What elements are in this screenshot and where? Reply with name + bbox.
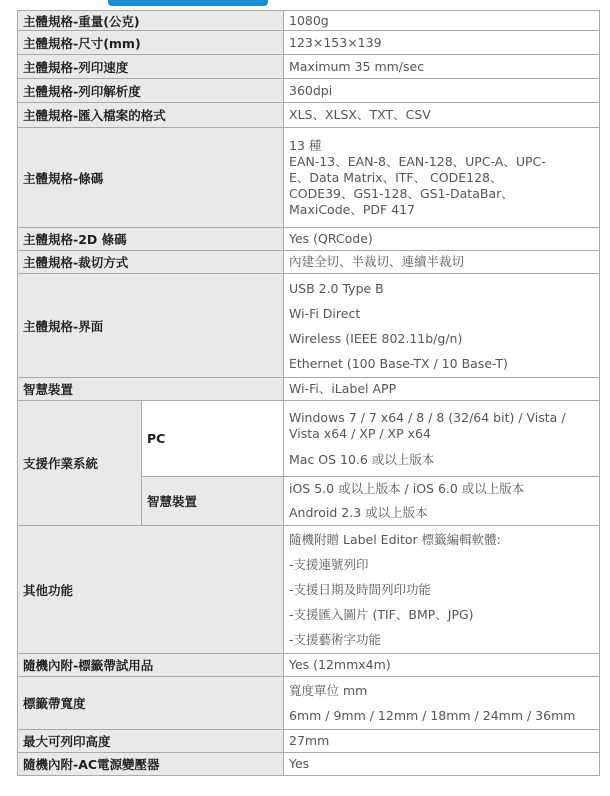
spec-key: 主體規格-尺寸(mm): [18, 31, 284, 55]
spec-row-ac-adapter: [18, 753, 600, 776]
spec-row-tape-width: [18, 677, 600, 730]
spec-table: [17, 10, 600, 776]
spec-value: 123×153×139: [284, 31, 600, 55]
spec-key: 主體規格-匯入檔案的格式: [18, 103, 284, 128]
spec-key: 主體規格-條碼: [18, 128, 284, 228]
spec-value: 內建全切、半裁切、連續半裁切: [284, 251, 600, 274]
spec-key-os: 支援作業系統: [18, 401, 142, 526]
os-smart-line: Android 2.3 或以上版本: [289, 505, 428, 520]
spec-value: Yes (12mmx4m): [284, 654, 600, 677]
spec-row-os-pc: [18, 401, 600, 477]
page-header-strip: [0, 0, 610, 8]
tape-line: 寬度單位 mm: [289, 683, 368, 698]
spec-key: 主體規格-列印解析度: [18, 79, 284, 103]
spec-value: Yes: [284, 753, 600, 776]
spec-value: Maximum 35 mm/sec: [284, 55, 600, 79]
barcode-line: 13 種: [289, 137, 322, 153]
spec-key: 最大可列印高度: [18, 730, 284, 753]
barcode-line: EAN-13、EAN-8、EAN-128、UPC-A、UPC-: [289, 153, 546, 169]
interface-line: Ethernet (100 Base-TX / 10 Base-T): [289, 355, 508, 371]
spec-row-import-formats: [18, 103, 600, 128]
barcode-line: MaxiCode、PDF 417: [289, 201, 416, 217]
spec-value: [284, 526, 600, 654]
spec-value: Yes (QRCode): [284, 228, 600, 251]
spec-key: 主體規格-重量(公克): [18, 11, 284, 31]
spec-row-print-speed: [18, 55, 600, 79]
spec-key: 主體規格-裁切方式: [18, 251, 284, 274]
os-pc-line: Vista x64 / XP / XP x64: [289, 425, 431, 441]
spec-row-2d-barcode: [18, 228, 600, 251]
spec-value: [284, 274, 600, 378]
spec-key: 隨機內附-AC電源變壓器: [18, 753, 284, 776]
tape-line: 6mm / 9mm / 12mm / 18mm / 24mm / 36mm: [289, 708, 576, 723]
spec-row-other-functions: [18, 526, 600, 654]
os-smart-line: iOS 5.0 或以上版本 / iOS 6.0 或以上版本: [289, 481, 525, 496]
barcode-line: E、Data Matrix、ITF、 CODE128、: [289, 169, 503, 185]
spec-key: 主體規格-界面: [18, 274, 284, 378]
os-pc-value: [284, 401, 600, 477]
spec-row-smart-device: [18, 378, 600, 401]
os-pc-line: Windows 7 / 7 x64 / 8 / 8 (32/64 bit) / Vista /: [289, 409, 566, 425]
os-smart-label: 智慧裝置: [142, 477, 284, 526]
other-line: -支援日期及時間列印功能: [289, 582, 432, 597]
spec-value: 27mm: [284, 730, 600, 753]
spec-row-max-print-height: [18, 730, 600, 753]
header-accent: [108, 0, 268, 6]
spec-row-barcode: [18, 128, 600, 228]
spec-value: 360dpi: [284, 79, 600, 103]
spec-row-size: [18, 31, 600, 55]
barcode-line: CODE39、GS1-128、GS1-DataBar、: [289, 185, 514, 201]
other-line: 隨機附贈 Label Editor 標籤編輯軟體:: [289, 532, 501, 547]
spec-key: 其他功能: [18, 526, 284, 654]
spec-value: 1080g: [284, 11, 600, 31]
interface-line: Wi-Fi Direct: [289, 305, 361, 321]
other-line: -支援匯入圖片 (TIF、BMP、JPG): [289, 607, 474, 622]
spec-row-weight: [18, 11, 600, 31]
spec-key: 標籤帶寬度: [18, 677, 284, 730]
os-pc-line: Mac OS 10.6 或以上版本: [289, 451, 435, 467]
spec-value: Wi-Fi、iLabel APP: [284, 378, 600, 401]
spec-value: XLS、XLSX、TXT、CSV: [284, 103, 600, 128]
spec-key: 隨機內附-標籤帶試用品: [18, 654, 284, 677]
other-line: -支援連號列印: [289, 557, 369, 572]
spec-value: [284, 677, 600, 730]
other-line: -支援藝術字功能: [289, 632, 382, 647]
spec-value: [284, 128, 600, 228]
spec-key: 主體規格-2D 條碼: [18, 228, 284, 251]
spec-row-resolution: [18, 79, 600, 103]
os-pc-label: PC: [142, 401, 284, 477]
spec-row-cutting: [18, 251, 600, 274]
interface-line: USB 2.0 Type B: [289, 280, 384, 296]
spec-row-interface: [18, 274, 600, 378]
os-smart-value: [284, 477, 600, 526]
spec-row-trial-tape: [18, 654, 600, 677]
interface-line: Wireless (IEEE 802.11b/g/n): [289, 330, 463, 346]
spec-key: 主體規格-列印速度: [18, 55, 284, 79]
spec-key: 智慧裝置: [18, 378, 284, 401]
